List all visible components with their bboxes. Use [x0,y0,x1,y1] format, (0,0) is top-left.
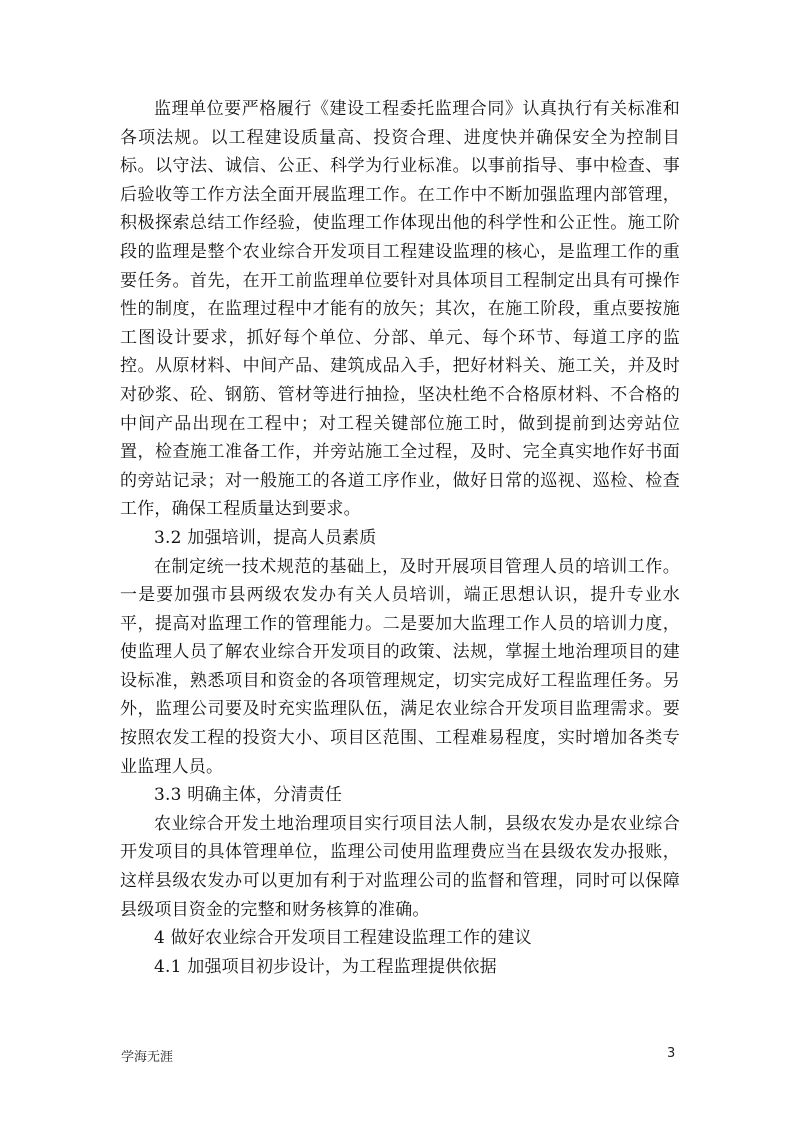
section-heading-3-3: 3.3 明确主体，分清责任 [154,785,343,806]
section-heading-4: 4 做好农业综合开发项目工程建设监理工作的建议 [154,928,532,949]
paragraph-training: 在制定统一技术规范的基础上，及时开展项目管理人员的培训工作。一是要加强市县两级农发办有关人员培训，端正思想认识，提升专业水平，提高对监理工作的管理能力。二是要加大监理工作人员的培训力度，使监理人员了解农业综合开发项目的政策、法规，掌握土地治理项目的建设标准，熟悉项目和资金的各项管理规定，切实完成好工程监理任务。另外，监理公司要及时充实监理队伍，满足农业综合开发项目监理需求。要按照农发工程的投资大小、项目区范围、工程难易程度，实时增加各类专业监理人员。 [120,556,680,777]
footer-motto: 学海无涯 [121,1050,174,1065]
page-number: 3 [667,1046,676,1061]
paragraph-supervision-duties: 监理单位要严格履行《建设工程委托监理合同》认真执行有关标准和各项法规。以工程建设质量高、投资合理、进度快并确保安全为控制目标。以守法、诚信、公正、科学为行业标准。以事前指导、事中检查、事后验收等工作方法全面开展监理工作。在工作中不断加强监理内部管理，积极探索总结工作经验，使监理工作体现出他的科学性和公正性。施工阶段的监理是整个农业综合开发项目工程建设监理的核心，是监理工作的重要任务。首先，在开工前监理单位要针对具体项目工程制定出具有可操作性的制度，在监理过程中才能有的放矢；其次，在施工阶段，重点要按施工图设计要求，抓好每个单位、分部、单元、每个环节、每道工序的监控。从原材料、中间产品、建筑成品入手，把好材料关、施工关，并及时对砂浆、砼、钢筋、管材等进行抽捡，坚决杜绝不合格原材料、不合格的中间产品出现在工程中；对工程关键部位施工时，做到提前到达旁站位置，检查施工准备工作，并旁站施工全过程，及时、完全真实地作好书面的旁站记录；对一般施工的各道工序作业，做好日常的巡视、巡检、检查工作，确保工程质量达到要求。 [120,99,680,520]
paragraph-responsibility: 农业综合开发土地治理项目实行项目法人制，县级农发办是农业综合开发项目的具体管理单位，监理公司使用监理费应当在县级农发办报账，这样县级农发办可以更加有利于对监理公司的监督和管理，同时可以保障县级项目资金的完整和财务核算的准确。 [120,813,680,920]
section-heading-3-2: 3.2 加强培训，提高人员素质 [154,527,377,548]
document-body [120,95,680,981]
section-heading-4-1: 4.1 加强项目初步设计，为工程监理提供依据 [154,956,497,977]
